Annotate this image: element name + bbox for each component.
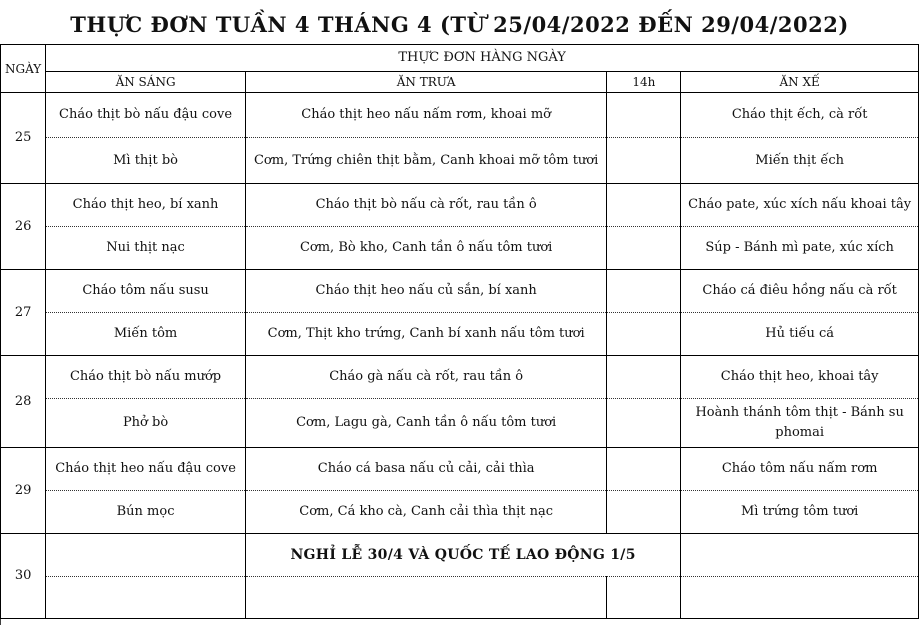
- lunch-header: ĂN TRƯA: [245, 72, 606, 93]
- lunch-cell: Cháo thịt heo nấu nấm rơm, khoai mỡ: [245, 93, 606, 138]
- snack-cell: Cháo pate, xúc xích nấu khoai tây: [681, 184, 919, 227]
- snack-cell: Miến thịt ếch: [681, 138, 919, 184]
- breakfast-cell: [46, 534, 246, 577]
- day-cell: 26: [1, 184, 46, 270]
- breakfast-cell: Mì thịt bò: [46, 138, 246, 184]
- snack-cell: Cháo thịt heo, khoai tây: [681, 356, 919, 399]
- afternoon-cell: [607, 448, 681, 491]
- day-column-header: NGÀY: [1, 45, 46, 93]
- afternoon-cell: [607, 138, 681, 184]
- lunch-cell: [245, 577, 606, 619]
- day-cell: 25: [1, 93, 46, 184]
- snack-header: ĂN XẾ: [681, 72, 919, 93]
- breakfast-cell: Cháo thịt heo nấu đậu cove: [46, 448, 246, 491]
- day-cell: 30: [1, 534, 46, 619]
- afternoon-cell: [607, 399, 681, 448]
- lunch-cell: Cháo thịt heo nấu củ sắn, bí xanh: [245, 270, 606, 313]
- afternoon-cell: [607, 270, 681, 313]
- weekly-menu-table: [0, 44, 919, 619]
- snack-cell: Hoành thánh tôm thịt - Bánh su phomai: [681, 399, 919, 448]
- lunch-cell: Cơm, Thịt kho trứng, Canh bí xanh nấu tôm tươi: [245, 313, 606, 356]
- lunch-cell: Cơm, Cá kho cà, Canh cải thìa thịt nạc: [245, 491, 606, 534]
- breakfast-cell: Cháo thịt bò nấu đậu cove: [46, 93, 246, 138]
- snack-cell: Mì trứng tôm tươi: [681, 491, 919, 534]
- breakfast-cell: Miến tôm: [46, 313, 246, 356]
- menu-title: THỰC ĐƠN TUẦN 4 THÁNG 4 (TỪ 25/04/2022 ĐẾN 29/04/2022): [70, 12, 849, 37]
- lunch-cell: Cháo cá basa nấu củ cải, cải thìa: [245, 448, 606, 491]
- day-cell: 29: [1, 448, 46, 534]
- afternoon-cell: [607, 491, 681, 534]
- afternoon-cell: [607, 313, 681, 356]
- breakfast-cell: Cháo thịt bò nấu mướp: [46, 356, 246, 399]
- snack-cell: Súp - Bánh mì pate, xúc xích: [681, 227, 919, 270]
- afternoon-cell: [607, 577, 681, 619]
- daily-menu-header: THỰC ĐƠN HÀNG NGÀY: [46, 45, 919, 72]
- snack-cell: [681, 534, 919, 577]
- breakfast-cell: Cháo thịt heo, bí xanh: [46, 184, 246, 227]
- breakfast-cell: Bún mọc: [46, 491, 246, 534]
- afternoon-cell: [607, 184, 681, 227]
- holiday-notice: NGHỈ LỄ 30/4 VÀ QUỐC TẾ LAO ĐỘNG 1/5: [245, 534, 680, 577]
- snack-cell: Hủ tiếu cá: [681, 313, 919, 356]
- lunch-cell: Cháo thịt bò nấu cà rốt, rau tần ô: [245, 184, 606, 227]
- breakfast-cell: Cháo tôm nấu susu: [46, 270, 246, 313]
- day-cell: 27: [1, 270, 46, 356]
- snack-cell: Cháo thịt ếch, cà rốt: [681, 93, 919, 138]
- snack-cell: Cháo tôm nấu nấm rơm: [681, 448, 919, 491]
- breakfast-cell: Phở bò: [46, 399, 246, 448]
- lunch-cell: Cháo gà nấu cà rốt, rau tần ô: [245, 356, 606, 399]
- lunch-cell: Cơm, Bò kho, Canh tần ô nấu tôm tươi: [245, 227, 606, 270]
- snack-cell: Cháo cá điêu hồng nấu cà rốt: [681, 270, 919, 313]
- breakfast-cell: [46, 577, 246, 619]
- afternoon-cell: [607, 356, 681, 399]
- lunch-cell: Cơm, Lagu gà, Canh tần ô nấu tôm tươi: [245, 399, 606, 448]
- afternoon-header: 14h: [607, 72, 681, 93]
- breakfast-header: ĂN SÁNG: [46, 72, 246, 93]
- afternoon-cell: [607, 93, 681, 138]
- lunch-cell: Cơm, Trứng chiên thịt bằm, Canh khoai mỡ tôm tươi: [245, 138, 606, 184]
- breakfast-cell: Nui thịt nạc: [46, 227, 246, 270]
- snack-cell: [681, 577, 919, 619]
- afternoon-cell: [607, 227, 681, 270]
- day-cell: 28: [1, 356, 46, 448]
